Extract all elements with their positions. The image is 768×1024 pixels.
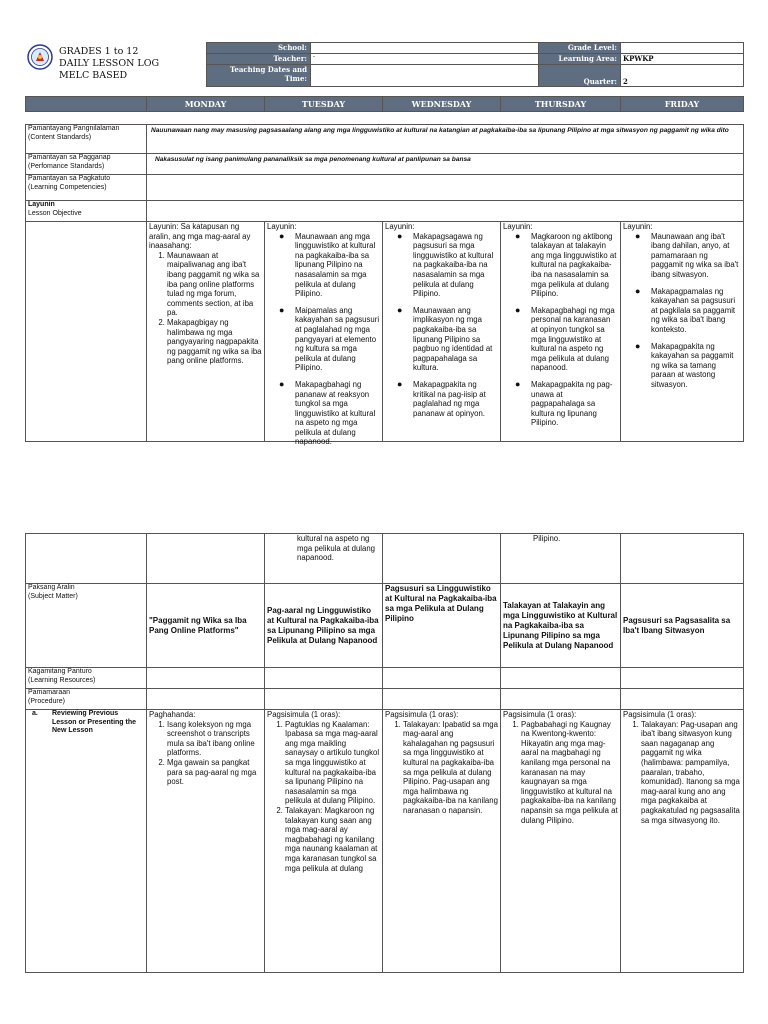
school-field[interactable]	[311, 43, 539, 54]
thursday-topic: Talakayan at Talakayin ang mga Lingguwistiko at Kultural na Pagkakaiba-iba sa Lipunang Pilipino sa mga Pelikula at Dulang Napanood	[501, 584, 621, 668]
wednesday-review: Pagsisimula (1 oras): 1. Talakayan: Ipabatid sa mga mag-aaral ang kahalagahan ng pagsusuri sa mga lingguwistiko at kultural na pagkakaiba-iba sa mga pelikula at dulang Pilipino. Pag-usapan ang mga halimbawa ng pagkakaiba-iba na kanilang naranasan o napansin.	[383, 710, 501, 973]
tuesday-review: Pagsisimula (1 oras): 1. Pagtuklas ng Kaalaman: Ipabasa sa mga mag-aaral ang mga maikling sanaysay o artikulo tungkol sa mga lingguwistiko at kultural na pagkakaiba-iba sa lipunang Pilipino na nasasalamin sa mga pelikula at dulang Pilipino. 2. Talakayan: Magkaroon ng talakayan kung saan ang mga mag-aaral ay magbabahagi ng kanilang mga naunang kaalaman at mga karanasan tungkol sa mga pelikula at dulang	[265, 710, 383, 973]
subject-matter-label: Paksang Aralin (Subject Matter)	[26, 584, 147, 668]
resources-row	[26, 668, 744, 689]
objective-row-label	[26, 222, 147, 442]
tuesday-topic: Pag-aaral ng Lingguwistiko at Kultural na Pagkakaiba-iba sa Lipunang Pilipino sa mga Pelikula at Dulang Napanood	[265, 584, 383, 668]
content-standards-text: Nauunawaan nang may masusing pagsasaalang alang ang mga lingguwistiko at kultural na katangian at pagkakaiba-iba sa lipunang Pilipino at mga sitwasyon ng paggamit ng wika dito	[147, 125, 744, 154]
monday-procedure[interactable]	[147, 689, 265, 710]
day-header-row	[25, 96, 744, 112]
monday-objective: Layunin: Sa katapusan ng aralin, ang mga mag-aaral ay inaasahang: 1. Maunawaan at maipaliwanag ang iba't ibang paggamit ng wika sa iba pang online platforms tulad ng mga forum, comments section, at iba pa. 2. Makapagbigay ng halimbawa ng mga pangyayaring nagpapakita ng paggamit ng wika sa iba pang online platforms.	[147, 222, 265, 442]
tuesday-resources[interactable]	[265, 668, 383, 689]
day-header-wednesday: WEDNESDAY	[383, 97, 501, 112]
tuesday-procedure[interactable]	[265, 689, 383, 710]
list-item: 1. Isang koleksyon ng mga screenshot o transcripts mula sa iba't ibang online platforms.	[167, 720, 262, 758]
procedure-label: Pamamaraan (Procedure)	[26, 689, 147, 710]
list-item: 1. Pagtuklas ng Kaalaman: Ipabasa sa mga mag-aaral ang mga maikling sanaysay o artikulo tungkol sa mga lingguwistiko at kultural na pagkakaiba-iba sa lipunang Pilipino na nasasalamin sa mga pelikula at dulang Pilipino.	[285, 720, 380, 806]
day-header-friday: FRIDAY	[621, 97, 744, 112]
procedure-row	[26, 689, 744, 710]
performance-standards-row	[26, 154, 744, 175]
friday-continuation	[621, 534, 744, 584]
thursday-continuation: Pilipino.	[501, 534, 621, 584]
monday-resources[interactable]	[147, 668, 265, 689]
document-title: GRADES 1 to 12 DAILY LESSON LOG MELC BASED	[59, 46, 160, 81]
teacher-label: Teacher:	[207, 54, 311, 65]
friday-review: Pagsisimula (1 oras): 1. Talakayan: Pag-usapan ang iba't ibang sitwasyon kung saan nagaganap ang paggamit ng wika (halimbawa: pampamilya, paaralan, trabaho, komunidad). Itanong sa mga mag-aaral kung ano ang mga pagkakaiba at pagkakatulad ng pagsasalita sa mga sitwasyong ito.	[621, 710, 744, 973]
list-item: 1. Maunawaan at maipaliwanag ang iba't ibang paggamit ng wika sa iba pang online platforms tulad ng mga forum, comments section, at iba pa.	[167, 251, 262, 318]
school-label: School:	[207, 43, 311, 54]
friday-procedure[interactable]	[621, 689, 744, 710]
monday-topic: "Paggamit ng Wika sa Iba Pang Online Platforms"	[147, 584, 265, 668]
learning-area-label: Learning Area:	[539, 54, 621, 65]
list-item: ● Makapagsagawa ng pagsusuri sa mga lingguwistiko at kultural na pagkakaiba-iba na nasasalamin sa mga pelikula at dulang Pilipino.	[413, 232, 498, 299]
grade-level-label: Grade Level:	[539, 43, 621, 54]
day-header-thursday: THURSDAY	[501, 97, 621, 112]
list-item: ● Makapagpakita ng pag-unawa at pagpapahalaga sa kultura ng lipunang Pilipino.	[531, 380, 618, 428]
teacher-field[interactable]: -	[311, 54, 539, 65]
list-item: ● Magkaroon ng aktibong talakayan at talakayin ang mga lingguwistiko at kultural na pagkakaiba-iba na nasasalamin sa mga pelikula at dulang Pilipino.	[531, 232, 618, 299]
school-seal	[27, 44, 53, 70]
quarter-field[interactable]: 2	[621, 65, 744, 87]
lesson-log-table-page1	[25, 124, 744, 447]
header-info-table	[206, 42, 744, 87]
thursday-objective: Layunin: ● Magkaroon ng aktibong talakayan at talakayin ang mga lingguwistiko at kultural na pagkakaiba-iba na nasasalamin sa mga pelikula at dulang Pilipino. ● Makapagbahagi ng mga personal na karanasan at opinyon tungkol sa mga lingguwistiko at kultural na aspeto ng mga pelikula at dulang napanood. ● Makapagpakita ng pag-unawa at pagpapahalaga sa kultura ng lipunang Pilipino.	[501, 222, 621, 442]
list-item: 2. Talakayan: Magkaroon ng talakayan kung saan ang mga mag-aaral ay magbabahagi ng kanilang mga naunang kaalaman at mga karanasan tungkol sa mga pelikula at dulang	[285, 806, 380, 873]
wednesday-objective: Layunin: ● Makapagsagawa ng pagsusuri sa mga lingguwistiko at kultural na pagkakaiba-iba na nasasalamin sa mga pelikula at dulang Pilipino. ● Maunawaan ang implikasyon ng mga pagkakaiba-iba sa lipunang Pilipino sa pagbuo ng identidad at pagpapahalaga sa kultura. ● Makapagpakita ng kritikal na pag-iisip at paglalahad ng mga pananaw at opinyon.	[383, 222, 501, 442]
teaching-dates-field[interactable]	[311, 65, 539, 87]
review-label: a. Reviewing Previous Lesson or Presenting the New Lesson	[26, 710, 147, 973]
day-header-blank	[26, 97, 147, 112]
lesson-log-table-page2	[25, 533, 744, 973]
performance-standards-label: Pamantayan sa Pagganap (Perfomance Standards)	[26, 154, 147, 175]
continuation-blank	[26, 534, 147, 584]
monday-review: Paghahanda: 1. Isang koleksyon ng mga screenshot o transcripts mula sa iba't ibang online platforms. 2. Mga gawain sa pangkat para sa pag-aaral ng mga post.	[147, 710, 265, 973]
quarter-label: Quarter:	[539, 65, 621, 87]
content-standards-label: Pamantayang Pangnilalaman (Content Standards)	[26, 125, 147, 154]
wednesday-procedure[interactable]	[383, 689, 501, 710]
tuesday-continuation: kultural na aspeto ng mga pelikula at dulang napanood.	[265, 534, 383, 584]
list-item: ● Makapagpamalas ng kakayahan sa pagsusuri at pagkilala sa paggamit ng wika sa iba't ibang konteksto.	[651, 287, 741, 335]
wednesday-continuation	[383, 534, 501, 584]
list-item: 2. Mga gawain sa pangkat para sa pag-aaral ng mga post.	[167, 758, 262, 787]
list-item: ● Maunawaan ang mga lingguwistiko at kultural na pagkakaiba-iba sa lipunang Pilipino na nasasalamin sa mga pelikula at dulang Pilipino.	[295, 232, 380, 299]
subject-matter-row	[26, 584, 744, 668]
list-item: ● Maipamalas ang kakayahan sa pagsusuri at paglalahad ng mga pangyayari at elemento ng kultura sa mga pelikula at dulang Pilipino.	[295, 306, 380, 373]
wednesday-resources[interactable]	[383, 668, 501, 689]
list-item: ● Maunawaan ang iba't ibang dahilan, anyo, at pamamaraan ng paggamit ng wika sa iba't ibang sitwasyon.	[651, 232, 741, 280]
competencies-row	[26, 175, 744, 201]
list-item: 1. Pagbabahagi ng Kaugnay na Kwentong-kwento: Hikayatin ang mga mag-aaral na magbahagi ng kanilang mga personal na karanasan na may kaugnayan sa mga lingguwistiko at kultural na pagkakaiba-iba na kanilang napansin sa mga pelikula at dulang Pilipino.	[521, 720, 618, 826]
monday-continuation	[147, 534, 265, 584]
wednesday-topic: Pagsusuri sa Lingguwistiko at Kultural na Pagkakaiba-iba sa mga Pelikula at Dulang Pilipino	[383, 584, 501, 668]
objective-content-row	[26, 222, 744, 442]
thursday-procedure[interactable]	[501, 689, 621, 710]
thursday-review: Pagsisimula (1 oras): 1. Pagbabahagi ng Kaugnay na Kwentong-kwento: Hikayatin ang mga mag-aaral na magbahagi ng kanilang mga personal na karanasan na may kaugnayan sa mga lingguwistiko at kultural na pagkakaiba-iba na kanilang napansin sa mga pelikula at dulang Pilipino.	[501, 710, 621, 973]
list-item: ● Makapagbahagi ng pananaw at reaksyon tungkol sa mga lingguwistiko at kultural na aspeto ng mga pelikula at dulang napanood.	[295, 380, 380, 447]
tuesday-objective: Layunin: ● Maunawaan ang mga lingguwistiko at kultural na pagkakaiba-iba sa lipunang Pilipino na nasasalamin sa mga pelikula at dulang Pilipino. ● Maipamalas ang kakayahan sa pagsusuri at paglalahad ng mga pangyayari at elemento ng kultura sa mga pelikula at dulang Pilipino. ● Makapagbahagi ng pananaw at reaksyon tungkol sa mga lingguwistiko at kultural na aspeto ng mga pelikula at dulang napanood.	[265, 222, 383, 442]
list-item: ● Makapagbahagi ng mga personal na karanasan at opinyon tungkol sa mga lingguwistiko at kultural na aspeto ng mga pelikula at dulang napanood.	[531, 306, 618, 373]
competencies-text[interactable]	[147, 175, 744, 201]
performance-standards-text: Nakasusulat ng isang panimulang pananaliksik sa mga penomenang kultural at panlipunan sa bansa	[147, 154, 744, 175]
list-item: 1. Talakayan: Pag-usapan ang iba't ibang sitwasyon kung saan nagaganap ang paggamit ng wika (halimbawa: pampamilya, paaralan, trabaho, komunidad). Itanong sa mga mag-aaral kung ano ang mga pagkakaiba at pagkakatulad ng pagsasalita sa mga sitwasyong ito.	[641, 720, 741, 826]
review-row	[26, 710, 744, 973]
day-header-monday: MONDAY	[147, 97, 265, 112]
list-item: ● Maunawaan ang implikasyon ng mga pagkakaiba-iba sa lipunang Pilipino sa pagbuo ng identidad at pagpapahalaga sa kultura.	[413, 306, 498, 373]
objective-blank[interactable]	[147, 201, 744, 222]
objective-label-row	[26, 201, 744, 222]
objective-continuation-row	[26, 534, 744, 584]
friday-topic: Pagsusuri sa Pagsasalita sa Iba't Ibang Sitwasyon	[621, 584, 744, 668]
day-header-tuesday: TUESDAY	[265, 97, 383, 112]
competencies-label: Pamantayan sa Pagkatuto (Learning Competencies)	[26, 175, 147, 201]
list-item: ● Makapagpakita ng kritikal na pag-iisip at paglalahad ng mga pananaw at opinyon.	[413, 380, 498, 418]
list-item: ● Makapagpakita ng kakayahan sa paggamit ng wika sa tamang paraan at wastong sitwasyon.	[651, 342, 741, 390]
friday-resources[interactable]	[621, 668, 744, 689]
list-item: 2. Makapagbigay ng halimbawa ng mga pangyayaring nagpapakita ng paggamit ng wika sa iba pang online platforms.	[167, 318, 262, 366]
resources-label: Kagamitang Panturo (Learning Resources)	[26, 668, 147, 689]
teaching-dates-label: Teaching Dates and Time:	[207, 65, 311, 87]
content-standards-row	[26, 125, 744, 154]
objective-label: Layunin Lesson Objective	[26, 201, 147, 222]
learning-area-field[interactable]: KPWKP	[621, 54, 744, 65]
friday-objective: Layunin: ● Maunawaan ang iba't ibang dahilan, anyo, at pamamaraan ng paggamit ng wika sa iba't ibang sitwasyon. ● Makapagpamalas ng kakayahan sa pagsusuri at pagkilala sa paggamit ng wika sa iba't ibang konteksto. ● Makapagpakita ng kakayahan sa paggamit ng wika sa tamang paraan at wastong sitwasyon.	[621, 222, 744, 442]
thursday-resources[interactable]	[501, 668, 621, 689]
list-item: 1. Talakayan: Ipabatid sa mga mag-aaral ang kahalagahan ng pagsusuri sa mga lingguwistiko at kultural na pagkakaiba-iba sa mga pelikula at dulang Pilipino. Pag-usapan ang mga halimbawa ng pagkakaiba-iba na kanilang naranasan o napansin.	[403, 720, 498, 816]
grade-level-field[interactable]	[621, 43, 744, 54]
